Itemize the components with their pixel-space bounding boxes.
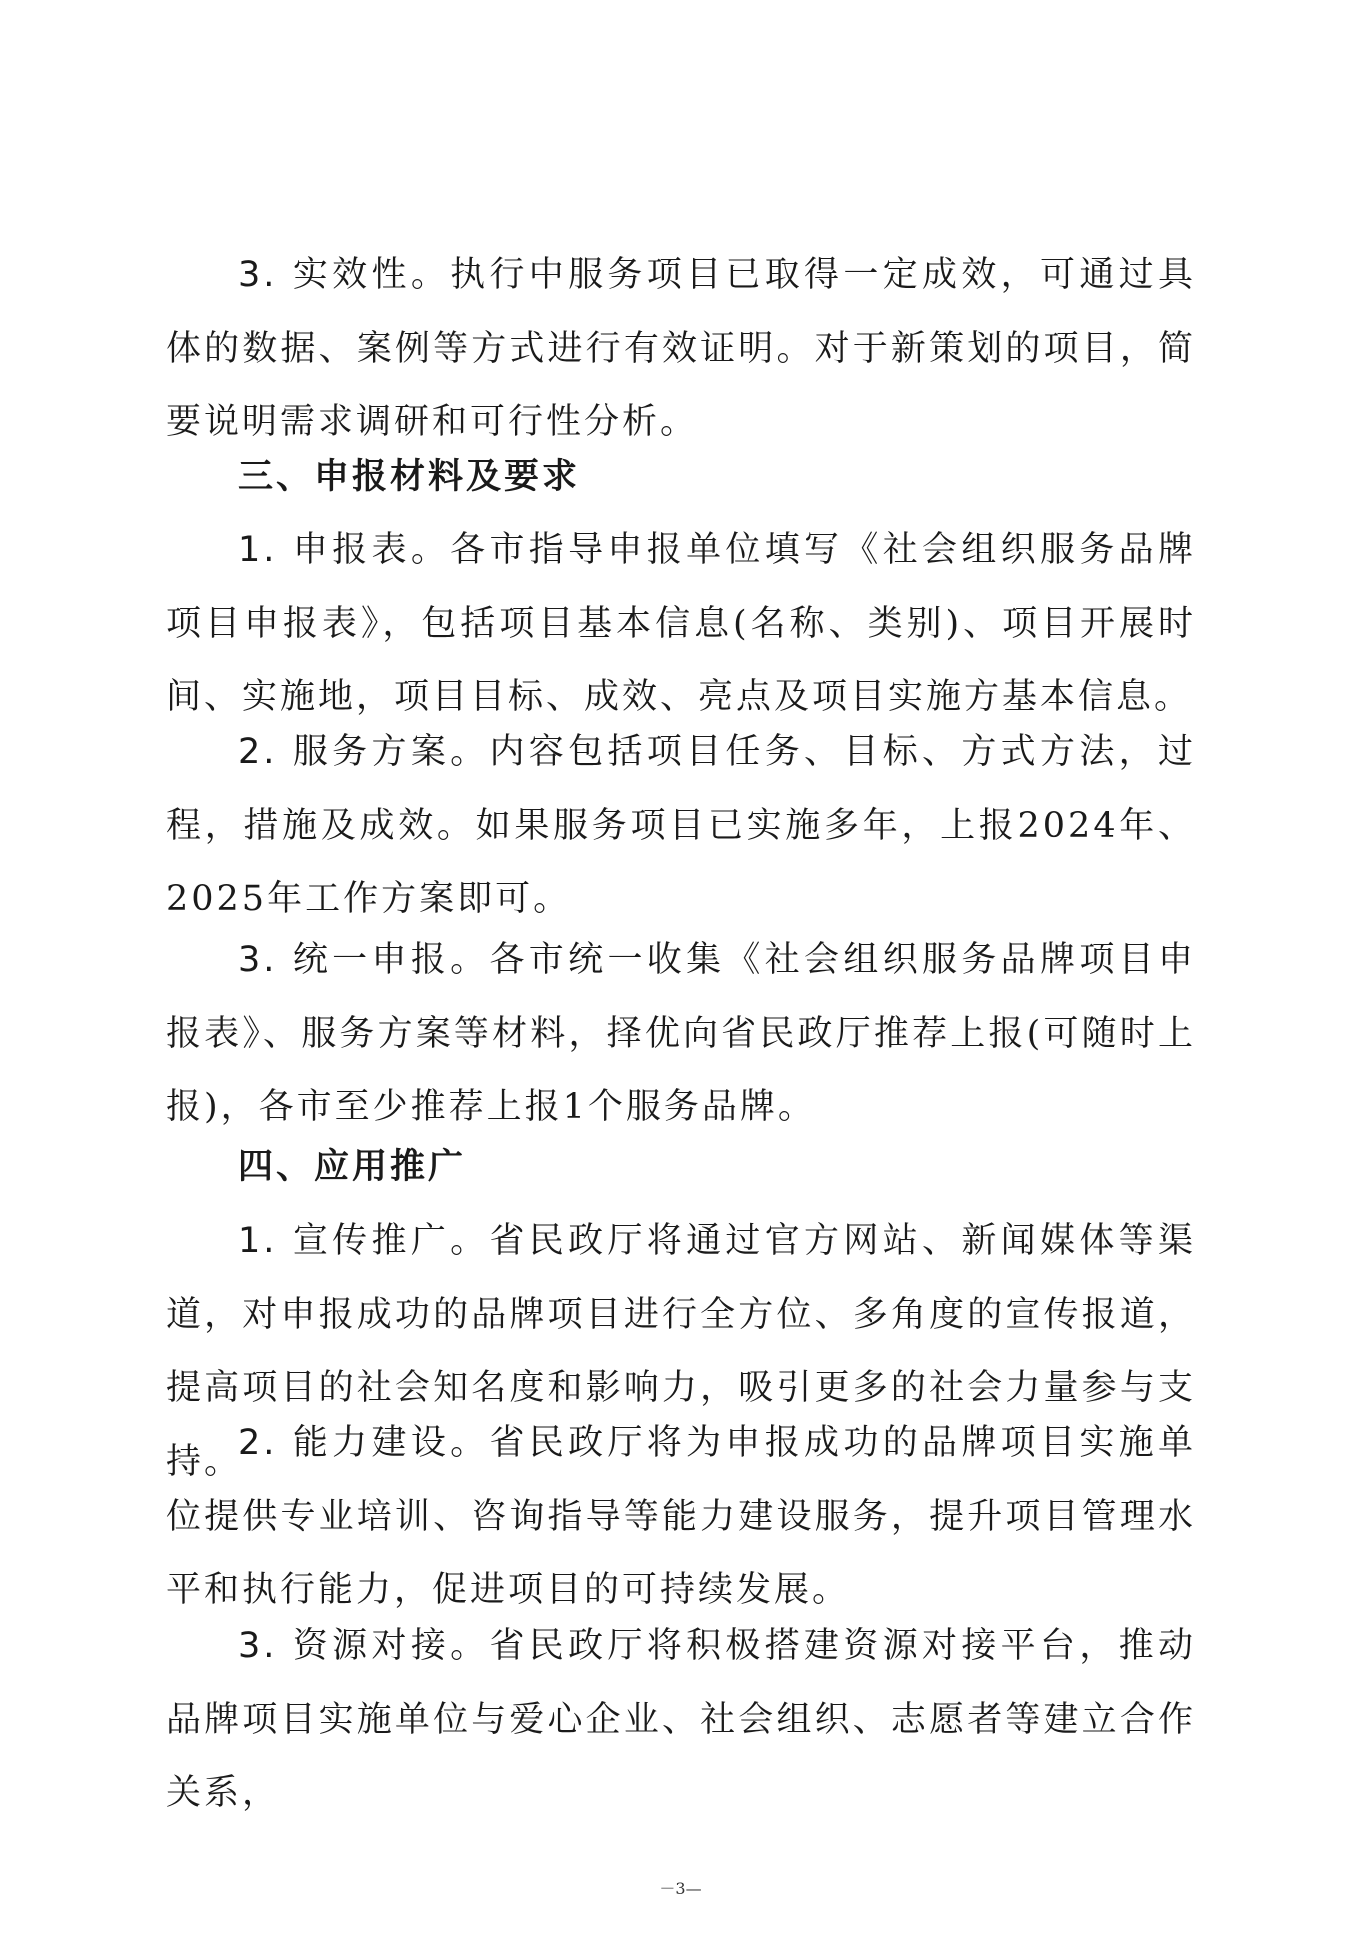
paragraph-capacity-building <box>166 1407 1196 1628</box>
paragraph-text: 各市统一收集《社会组织服务品牌项目申报表》、服务方案等材料，择优向省民政厅推荐上报(可随时上报)，各市至少推荐上报1个服务品牌。 <box>166 940 1196 1127</box>
paragraph-lead: 3. 统一申报。 <box>238 940 490 980</box>
paragraph-lead: 1. 宣传推广。 <box>238 1221 490 1261</box>
paragraph-lead: 3. 实效性。 <box>238 255 451 295</box>
paragraph-unified-submission <box>166 924 1196 1145</box>
paragraph-resource-matching <box>166 1610 1196 1831</box>
paragraph-lead: 3. 资源对接。 <box>238 1626 490 1666</box>
paragraph-effectiveness <box>166 239 1196 460</box>
paragraph-text: 省民政厅将积极搭建资源对接平台，推动品牌项目实施单位与爱心企业、社会组织、志愿者等建立合作关系， <box>166 1626 1196 1813</box>
paragraph-service-plan <box>166 716 1196 937</box>
paragraph-text: 各市指导申报单位填写《社会组织服务品牌项目申报表》，包括项目基本信息(名称、类别)、项目开展时间、实施地，项目目标、成效、亮点及项目实施方基本信息。 <box>166 530 1196 717</box>
section-heading-materials: 三、申报材料及要求 <box>238 457 581 497</box>
paragraph-text: 执行中服务项目已取得一定成效，可通过具体的数据、案例等方式进行有效证明。对于新策划的项目，简要说明需求调研和可行性分析。 <box>166 255 1196 442</box>
paragraph-lead: 2. 能力建设。 <box>238 1423 490 1463</box>
paragraph-text: 省民政厅将为申报成功的品牌项目实施单位提供专业培训、咨询指导等能力建设服务，提升项目管理水平和执行能力，促进项目的可持续发展。 <box>166 1423 1196 1610</box>
paragraph-lead: 1. 申报表。 <box>238 530 451 570</box>
paragraph-text: 省民政厅将通过官方网站、新闻媒体等渠道，对申报成功的品牌项目进行全方位、多角度的宣传报道，提高项目的社会知名度和影响力，吸引更多的社会力量参与支持。 <box>166 1221 1196 1482</box>
page-number: －3— <box>659 1879 702 1898</box>
paragraph-text: 内容包括项目任务、目标、方式方法，过程，措施及成效。如果服务项目已实施多年，上报2024年、2025年工作方案即可。 <box>166 732 1196 919</box>
paragraph-application-form <box>166 514 1196 735</box>
paragraph-lead: 2. 服务方案。 <box>238 732 490 772</box>
section-heading-promotion: 四、应用推广 <box>238 1147 467 1187</box>
